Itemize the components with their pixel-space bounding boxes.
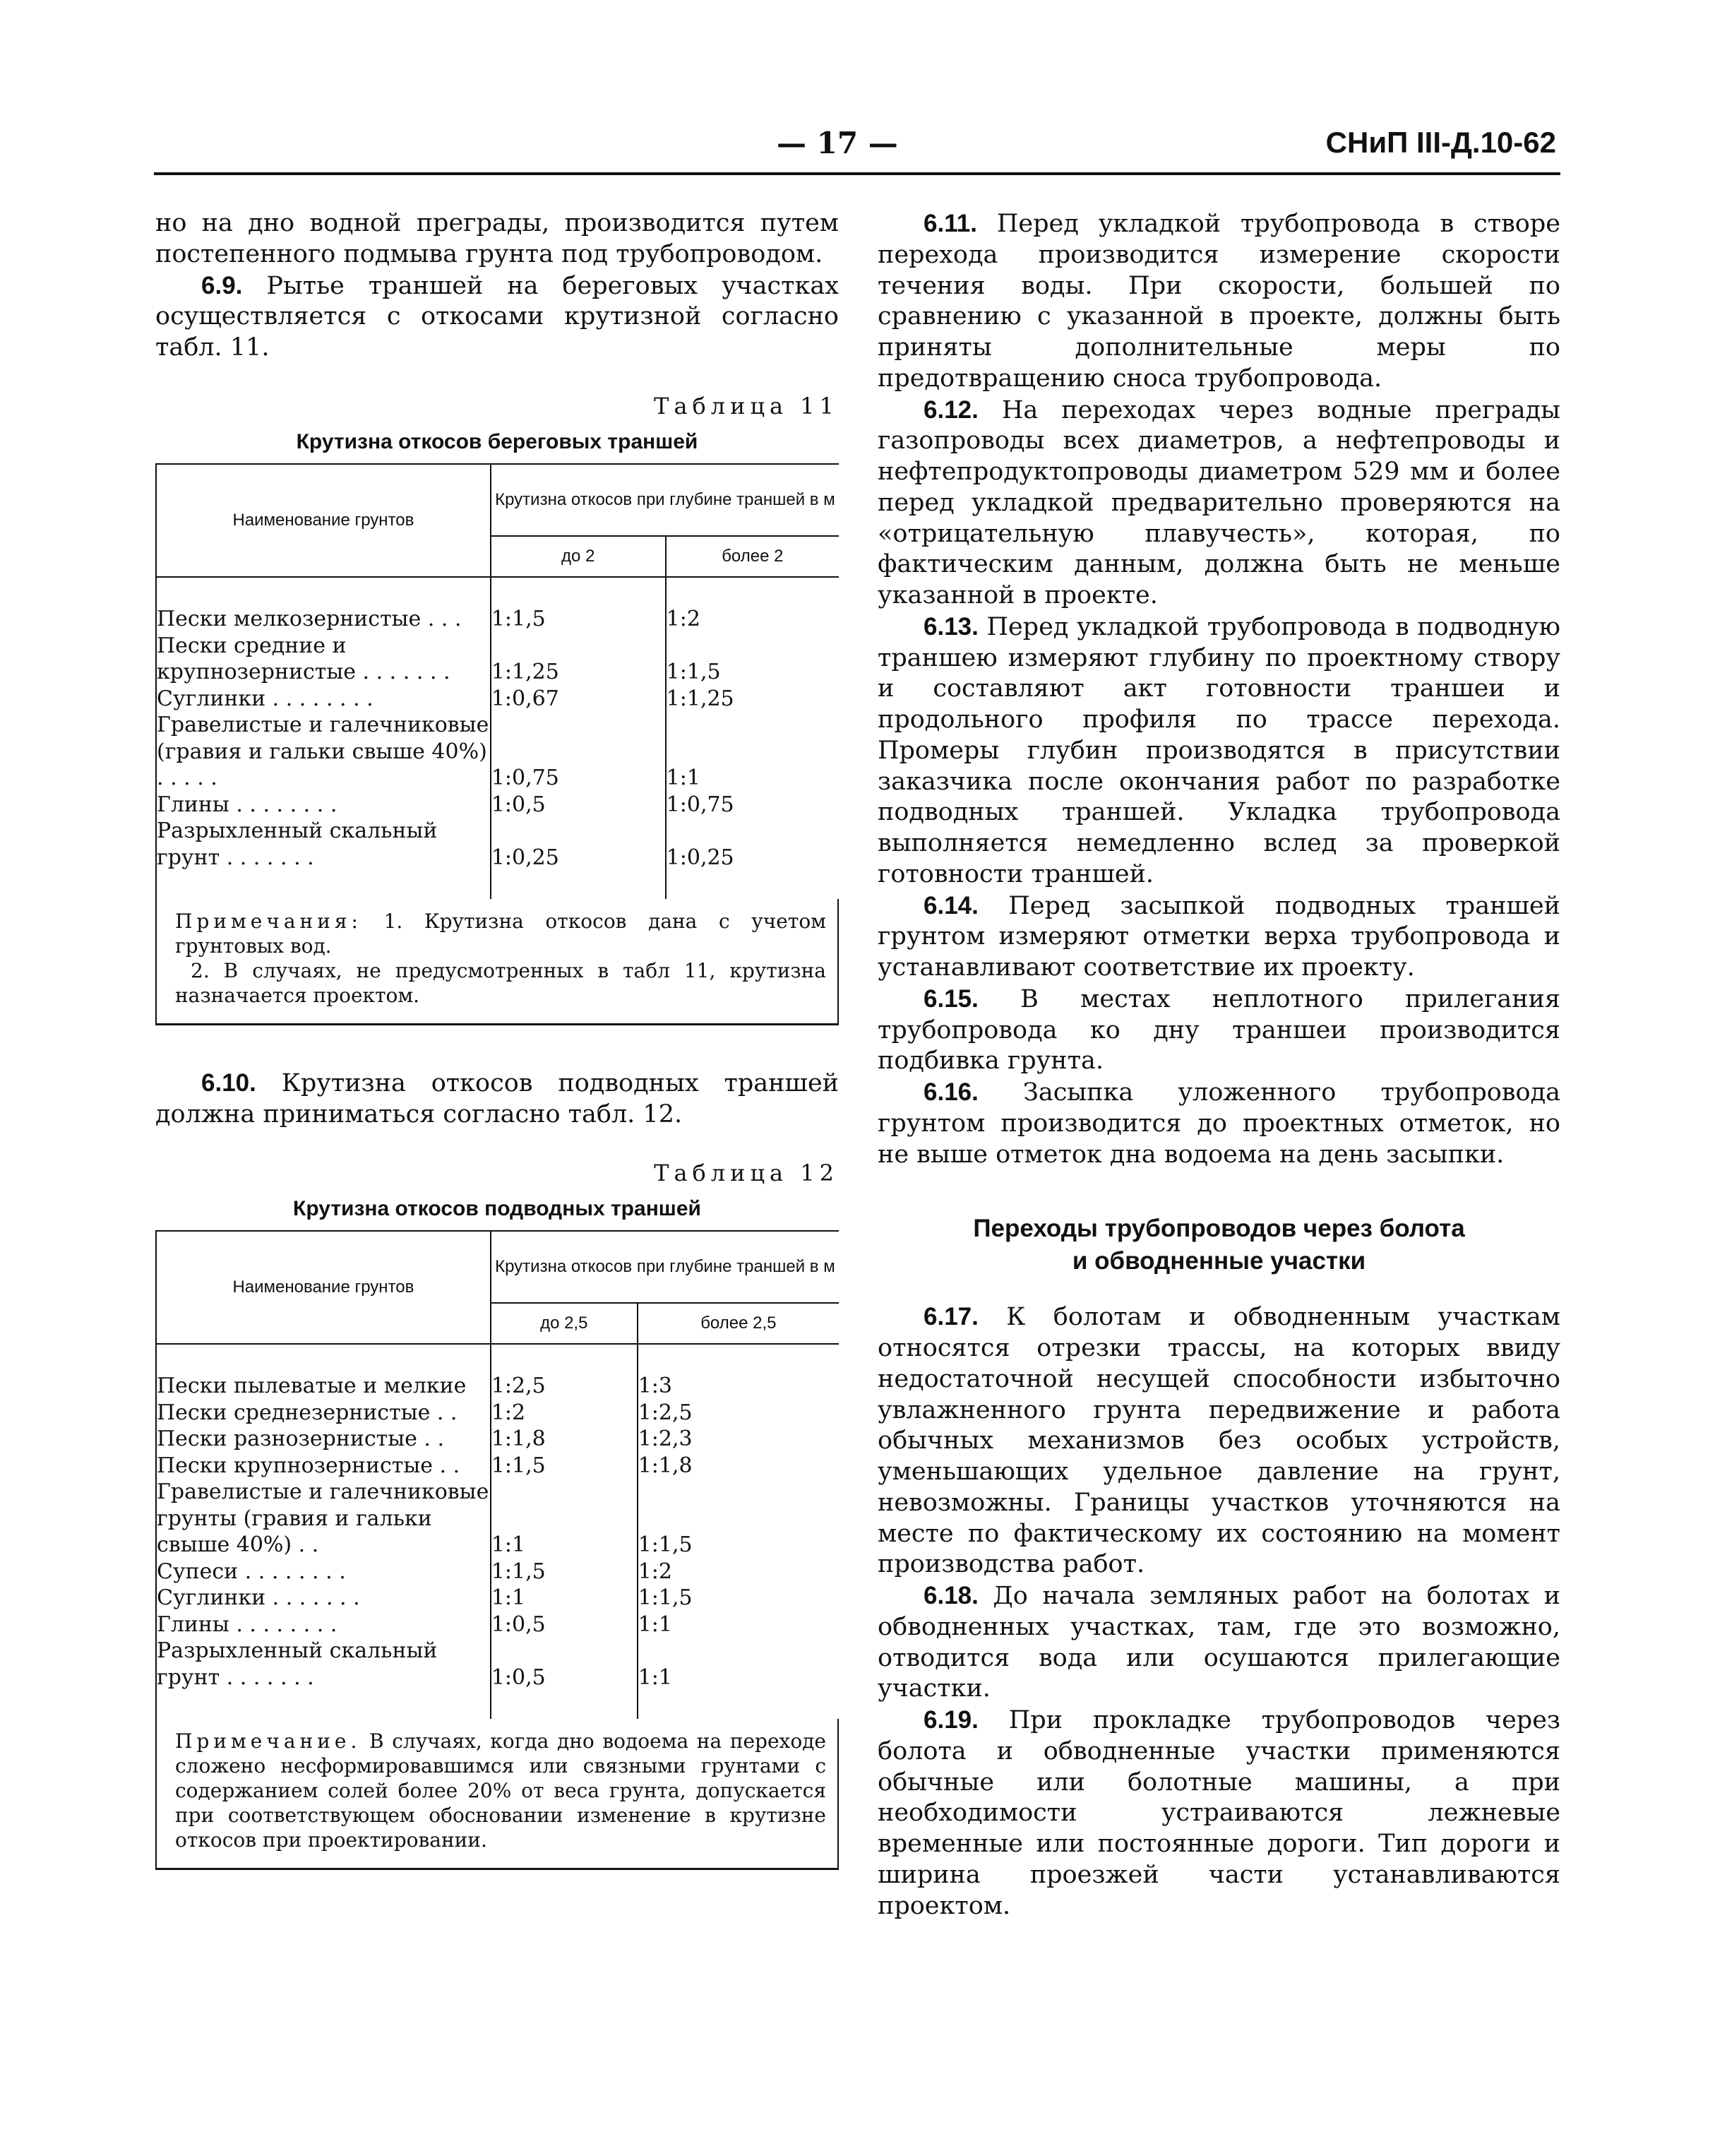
slope-value: 1:1,5: [491, 606, 666, 633]
slope-value: 1:0,25: [666, 845, 734, 870]
clause-number: 6.18.: [924, 1582, 979, 1609]
slope-value: 1:1,25: [491, 633, 666, 686]
table-11-header-name: Наименование грунтов: [156, 465, 491, 577]
table-11-label: Таблица 11: [654, 392, 839, 419]
table-row: [156, 1453, 839, 1479]
soil-name: Глины . . . . . . . .: [156, 1612, 491, 1638]
note-1: [175, 909, 826, 958]
slope-value: 1:0,25: [491, 818, 666, 871]
paragraph-6-18: [878, 1580, 1560, 1705]
table-11-notes: [155, 899, 839, 1023]
slope-value: 1:1,5: [638, 1585, 693, 1611]
table-12-header-sub1: до 2,5: [491, 1303, 638, 1344]
paragraph-text: Рытье траншей на береговых участках осуществляется с откосами крутизной согласно табл. 11.: [155, 271, 839, 362]
table-11-header-sub1: до 2: [491, 536, 666, 577]
clause-number: 6.13.: [924, 612, 979, 641]
slope-value: 1:1: [638, 1664, 672, 1690]
paragraph-text: К болотам и обводненным участкам относятся отрезки трассы, на которых ввиду недостаточной несущей способности избыточно увлажненного грунта передвижение и работа обычных механизмов без особых устройств, уменьшающих удельное давление на грунт, невозможны. Границы участков уточняются на месте по фактическому их состоянию на момент производства работ.: [878, 1303, 1560, 1579]
clause-number: 6.12.: [924, 395, 979, 424]
table-row: [156, 606, 839, 633]
paragraph-6-9: [155, 270, 839, 364]
note-2: 2. В случаях, не предусмотренных в табл 11, крутизна назначается проектом.: [175, 959, 826, 1008]
soil-name: Суглинки . . . . . . .: [156, 1585, 491, 1612]
clause-number: 6.16.: [924, 1078, 979, 1106]
table-row: [156, 712, 839, 792]
soil-name: Пески средние и крупнозернистые . . . . . . .: [156, 633, 491, 686]
section-heading: [878, 1213, 1560, 1277]
soil-name: Пески крупнозернистые . .: [156, 1453, 491, 1479]
table-row: [156, 1638, 839, 1691]
table-12-header-group: Крутизна откосов при глубине траншей в м: [491, 1232, 839, 1303]
slope-value: 1:1,5: [638, 1532, 693, 1558]
paragraph-6-17: [878, 1302, 1560, 1580]
right-column: [878, 208, 1560, 1922]
table-11-header-group: Крутизна откосов при глубине траншей в м: [491, 465, 839, 536]
table-11-title: Крутизна откосов береговых траншей: [296, 429, 698, 453]
page-number: — 17 —: [777, 126, 898, 160]
clause-number: 6.14.: [924, 891, 979, 919]
slope-value: 1:2: [638, 1559, 672, 1584]
slope-value: 1:3: [638, 1374, 672, 1399]
clause-number: 6.9.: [201, 271, 243, 299]
slope-value: 1:1,25: [666, 686, 734, 711]
slope-value: 1:0,75: [666, 792, 734, 817]
table-12-note: [155, 1719, 839, 1868]
left-column: [155, 208, 839, 1870]
slope-value: 1:1: [491, 1585, 638, 1612]
soil-name: Разрыхленный скальный грунт . . . . . . .: [156, 818, 491, 871]
paragraph-6-16: [878, 1077, 1560, 1170]
note-text: 1. Крутизна откосов дана с учетом грунтовых вод.: [175, 910, 826, 958]
soil-name: Гравелистые и галечниковые грунты (гравия и гальки свыше 40%) . .: [156, 1479, 491, 1559]
paragraph-6-10: [155, 1068, 839, 1131]
paragraph-text: В местах неплотного прилегания трубопровода ко дну траншеи производится подбивка грунта.: [878, 984, 1560, 1076]
slope-value: 1:1,8: [638, 1453, 693, 1478]
clause-number: 6.15.: [924, 984, 979, 1013]
soil-name: Пески разнозернистые . .: [156, 1426, 491, 1453]
paragraph-text: На переходах через водные преграды газопроводы всех диаметров, а нефтепроводы и нефтепродуктопроводы диаметром 529 мм и более перед укладкой предварительно проверяются на «отрицательную плавучесть», которая, по фактическим данным, должна быть не меньше указанной в проекте.: [878, 395, 1560, 609]
clause-number: 6.11.: [924, 210, 977, 237]
table-row: [156, 1479, 839, 1559]
soil-name: Супеси . . . . . . . .: [156, 1559, 491, 1585]
table-row: [156, 1559, 839, 1585]
soil-name: Гравелистые и галечниковые (гравия и гальки свыше 40%) . . . . .: [156, 712, 491, 792]
document-code: СНиП III-Д.10-62: [1325, 126, 1556, 159]
slope-value: 1:2,5: [638, 1400, 693, 1425]
paragraph-6-19: [878, 1705, 1560, 1922]
soil-name: Суглинки . . . . . . . .: [156, 686, 491, 713]
slope-value: 1:2,3: [638, 1427, 693, 1452]
slope-value: 1:1,5: [491, 1559, 638, 1585]
paragraph-6-15: [878, 984, 1560, 1077]
soil-name: Пески пылеватые и мелкие: [156, 1373, 491, 1400]
slope-value: 1:2: [666, 607, 700, 632]
clause-number: 6.19.: [924, 1706, 979, 1734]
paragraph-text: Перед засыпкой подводных траншей грунтом измеряют отметки верха трубопровода и устанавливают соответствие их проекту.: [878, 891, 1560, 982]
paragraph-text: Крутизна откосов подводных траншей должна приниматься согласно табл. 12.: [155, 1069, 839, 1128]
table-12-title: Крутизна откосов подводных траншей: [293, 1196, 701, 1220]
paragraph-continuation: но на дно водной преграды, производится путем постепенного подмыва грунта под трубопроводом.: [155, 209, 839, 268]
slope-value: 1:2: [491, 1400, 638, 1427]
table-row: [156, 686, 839, 713]
table-row: [156, 1400, 839, 1427]
table-row: [156, 633, 839, 686]
paragraph-6-11: [878, 208, 1560, 395]
slope-value: 1:0,67: [491, 686, 666, 713]
slope-value: 1:1,5: [491, 1453, 638, 1479]
table-12-label: Таблица 12: [654, 1159, 839, 1186]
table-11: [155, 463, 839, 1025]
slope-value: 1:2,5: [491, 1373, 638, 1400]
paragraph-text: Перед укладкой трубопровода в створе перехода производится измерение скорости течения воды. При скорости, большей по сравнению с указанной в проекте, должны быть приняты дополнительные меры по предотвращению сноса трубопровода.: [878, 210, 1560, 393]
slope-value: 1:1,8: [491, 1426, 638, 1453]
paragraph-text: До начала земляных работ на болотах и обводненных участках, там, где это возможно, отводится вода или осушаются прилегающие участки.: [878, 1582, 1560, 1703]
section-heading-line-1: Переходы трубопроводов через болота: [973, 1215, 1465, 1243]
soil-name: Пески среднезернистые . .: [156, 1400, 491, 1427]
paragraph-6-12: [878, 395, 1560, 612]
header-rule: [154, 172, 1560, 175]
table-row: [156, 792, 839, 818]
note-text: В случаях, когда дно водоема на переходе сложено несформировавшимся или связными грунтами с содержанием солей более 20% от веса грунта, допускается при соответствующем обосновании изменение в крутизне откосов при проектировании.: [175, 1729, 826, 1852]
slope-value: 1:1: [491, 1479, 638, 1559]
table-row: [156, 1373, 839, 1400]
slope-value: 1:0,5: [491, 792, 666, 818]
slope-value: 1:1,5: [666, 660, 721, 685]
paragraph-text: Перед укладкой трубопровода в подводную траншею измеряют глубину по проектному створу и составляют акт готовности траншеи и продольного профиля по трассе перехода. Промеры глубин производятся в присутствии заказчика после окончания работ по разработке подводных траншей. Укладка трубопровода выполняется немедленно вслед за проверкой готовности траншей.: [878, 612, 1560, 888]
paragraph-text: Засыпка уложенного трубопровода грунтом производится до проектных отметок, но не выше отметок дна водоема на день засыпки.: [878, 1078, 1560, 1169]
table-12-header-name: Наименование грунтов: [156, 1232, 491, 1344]
table-row: [156, 1426, 839, 1453]
slope-value: 1:1: [666, 766, 700, 791]
paragraph-6-13: [878, 612, 1560, 891]
slope-value: 1:1: [638, 1612, 672, 1637]
paragraph-6-14: [878, 891, 1560, 984]
table-12: [155, 1230, 839, 1870]
section-heading-line-2: и обводненные участки: [1072, 1246, 1366, 1275]
soil-name: Пески мелкозернистые . . .: [156, 606, 491, 633]
table-12-header-sub2: более 2,5: [700, 1314, 777, 1333]
table-row: [156, 818, 839, 871]
table-11-header-sub2: более 2: [722, 547, 784, 566]
soil-name: Глины . . . . . . . .: [156, 792, 491, 818]
paragraph-text: При прокладке трубопроводов через болота и обводненные участки применяются обычные или болотные машины, а при необходимости устраиваются лежневые временные или постоянные дороги. Тип дороги и ширина проезжей части устанавливаются проектом.: [878, 1706, 1560, 1920]
notes-label: Примечания:: [175, 910, 362, 934]
table-row: [156, 1612, 839, 1638]
soil-name: Разрыхленный скальный грунт . . . . . . .: [156, 1638, 491, 1691]
table-row: [156, 1585, 839, 1612]
clause-number: 6.17.: [924, 1303, 979, 1331]
clause-number: 6.10.: [201, 1069, 256, 1097]
slope-value: 1:0,5: [491, 1612, 638, 1638]
note-label: Примечание.: [175, 1729, 361, 1753]
slope-value: 1:0,75: [491, 712, 666, 792]
slope-value: 1:0,5: [491, 1638, 638, 1691]
